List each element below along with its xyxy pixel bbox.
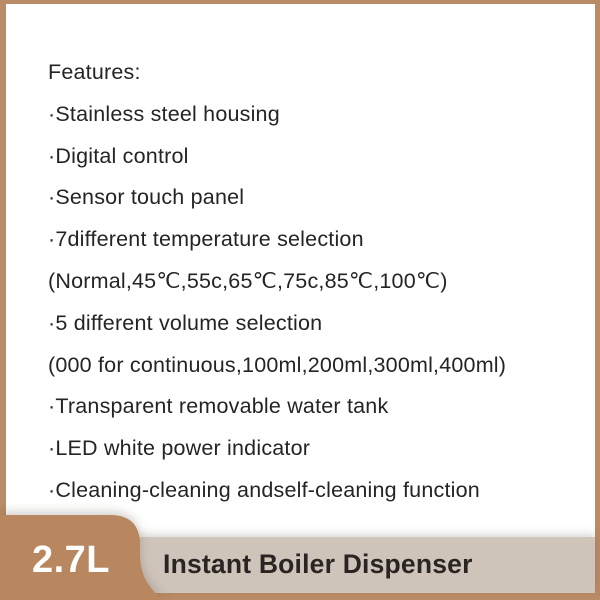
feature-line-stainless-steel: ·Stainless steel housing (48, 101, 280, 126)
features-panel (6, 4, 595, 593)
feature-line-volume-values: (000 for continuous,100ml,200ml,300ml,400ml) (48, 352, 507, 377)
feature-line-led-indicator: ·LED white power indicator (48, 436, 311, 461)
feature-line-temperature-values: (Normal,45℃,55c,65℃,75c,85℃,100℃) (48, 268, 448, 293)
features-heading: Features: (48, 60, 141, 84)
features-list (48, 52, 585, 512)
feature-line-temperature-selection: ·7different temperature selection (48, 227, 364, 252)
feature-line-volume-selection: ·5 different volume selection (48, 310, 323, 335)
capacity-badge-label: 2.7L (31, 539, 111, 581)
feature-line-water-tank: ·Transparent removable water tank (48, 394, 389, 419)
product-name: Instant Boiler Dispenser (163, 548, 473, 579)
feature-line-cleaning-function: ·Cleaning-cleaning andself-cleaning function (48, 477, 480, 502)
feature-line-sensor-touch: ·Sensor touch panel (48, 185, 245, 210)
feature-line-digital-control: ·Digital control (48, 143, 189, 168)
